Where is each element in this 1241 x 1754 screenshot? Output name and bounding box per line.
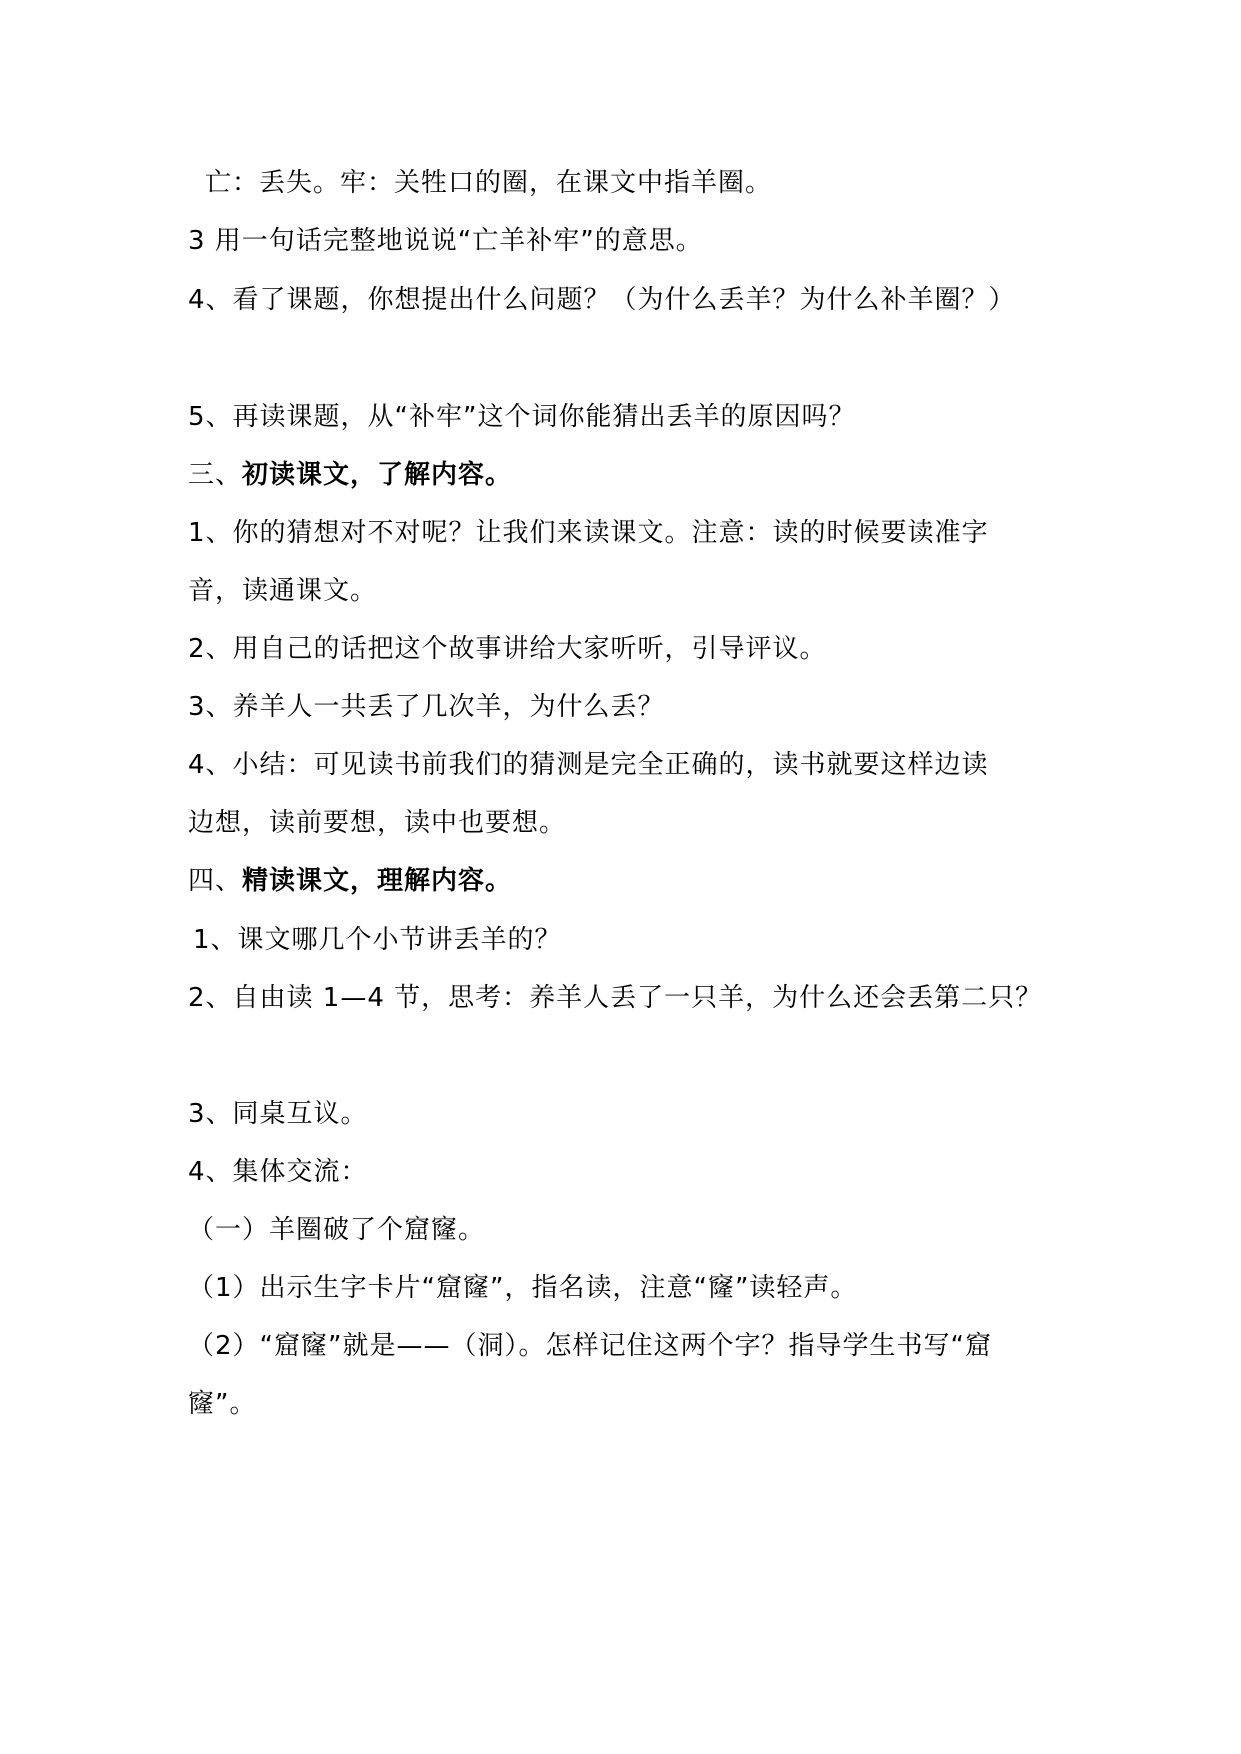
section-heading-4-title: 精读课文，理解内容。 <box>242 866 513 896</box>
text-line-item-5: 5、再读课题，从“补牢”这个词你能猜出丢羊的原因吗？ <box>188 402 856 432</box>
text-line-item-4: 4、看了课题，你想提出什么问题？（为什么丢羊？为什么补羊圈？） <box>188 285 1016 315</box>
text-line-sub-1-1: （1）出示生字卡片“窟窿”，指名读，注意“窿”读轻声。 <box>188 1273 858 1303</box>
text-line-s4-item-1: 1、课文哪几个小节讲丢羊的？ <box>193 925 562 955</box>
text-line-sub-1-2: （2）“窟窿”就是——（洞）。怎样记住这两个字？指导学生书写“窟 <box>188 1331 992 1361</box>
text-line-sub-1: （一）羊圈破了个窟窿。 <box>188 1215 486 1245</box>
text-line-sub-1-2-cont: 窿”。 <box>188 1389 257 1419</box>
text-line-item-3: 3 用一句话完整地说说“亡羊补牢”的意思。 <box>188 226 703 256</box>
section-heading-3 <box>188 458 512 492</box>
text-line-s3-item-4: 4、小结：可见读书前我们的猜测是完全正确的，读书就要这样边读 <box>188 750 989 780</box>
text-line-s3-item-3: 3、养羊人一共丢了几次羊，为什么丢？ <box>188 692 665 722</box>
text-line-s3-item-1: 1、你的猜想对不对呢？让我们来读课文。注意：读的时候要读准字 <box>188 518 989 548</box>
text-line-s4-item-2: 2、自由读 1—4 节，思考：养羊人丢了一只羊，为什么还会丢第二只？ <box>188 983 1043 1013</box>
section-heading-3-title: 初读课文，了解内容。 <box>242 460 513 490</box>
text-line-s3-item-4-cont: 边想，读前要想，读中也要想。 <box>188 808 567 838</box>
text-line-s3-item-1-cont: 音，读通课文。 <box>188 576 378 606</box>
section-heading-3-prefix: 三、 <box>188 460 243 490</box>
section-heading-4-prefix: 四、 <box>188 866 243 896</box>
text-line-definition: 亡：丢失。牢：关牲口的圈，在课文中指羊圈。 <box>205 168 773 198</box>
text-line-s3-item-2: 2、用自己的话把这个故事讲给大家听听，引导评议。 <box>188 634 827 664</box>
text-line-s4-item-3: 3、同桌互议。 <box>188 1099 368 1129</box>
section-heading-4 <box>188 864 512 898</box>
text-line-s4-item-4: 4、集体交流： <box>188 1157 368 1187</box>
